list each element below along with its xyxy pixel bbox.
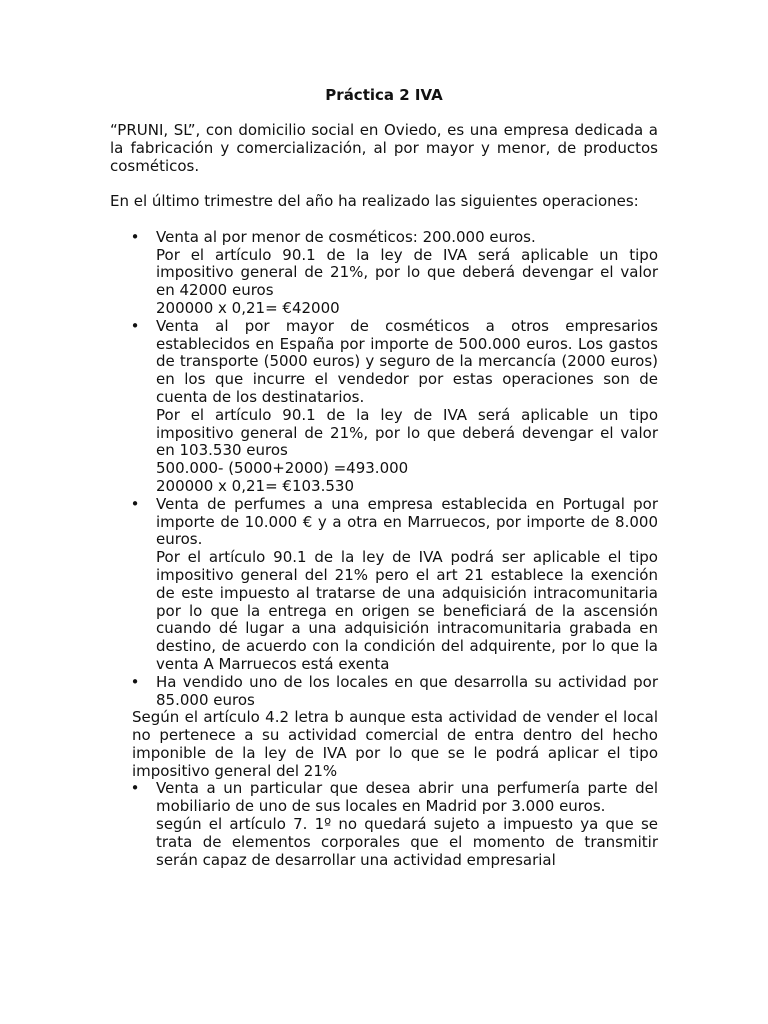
bullet-icon: • [130, 672, 140, 691]
operation-heading: Venta de perfumes a una empresa establecida en Portugal por importe de 10.000 € y a otra en Marruecos, por importe de 8.000 euros. [156, 494, 658, 549]
operation-detail: Por el artículo 90.1 de la ley de IVA será aplicable un tipo impositivo general de 21%, por lo que deberá devengar el valor en 42000 euros [156, 245, 658, 300]
spacer [110, 175, 658, 193]
operation-detail: según el artículo 7. 1º no quedará sujeto a impuesto ya que se trata de elementos corporales que el momento de transmitir serán capaz de desarrollar una actividad empresarial [156, 815, 658, 869]
operation-calculation: 500.000- (5000+2000) =493.000 [156, 459, 409, 478]
operation-item-3 [110, 496, 658, 674]
outdent-paragraph: Según el artículo 4.2 letra b aunque esta actividad de vender el local no pertenece a su actividad comercial de entra dentro del hecho imponible de la ley de IVA por lo que se le podrá aplicar el tipo impositivo general del 21% [132, 708, 658, 780]
operation-item-2 [110, 318, 658, 496]
lead-paragraph: En el último trimestre del año ha realizado las siguientes operaciones: [110, 192, 639, 211]
operation-item-4 [110, 674, 658, 710]
operation-detail: Por el artículo 90.1 de la ley de IVA podrá ser aplicable el tipo impositivo general del 21% pero el art 21 establece la exención de este impuesto al tratarse de una adquisición intracomunitaria por lo que la entrega en origen se beneficiará de la ascensión cuando dé lugar a una adquisición intracomunitaria grabada en destino, de acuerdo con la condición del adquirente, por lo que la venta A Marruecos está exenta [156, 548, 658, 673]
operation-heading: Venta al por menor de cosméticos: 200.000 euros. [156, 227, 536, 246]
bullet-icon: • [130, 494, 140, 513]
operation-detail: Por el artículo 90.1 de la ley de IVA será aplicable un tipo impositivo general de 21%, por lo que deberá devengar el valor en 103.530 euros [156, 405, 658, 460]
operation-item-1 [110, 229, 658, 318]
spacer [110, 211, 658, 229]
operation-heading: Venta al por mayor de cosméticos a otros empresarios establecidos en España por importe de 500.000 euros. Los gastos de transporte (5000 euros) y seguro de la mercancía (2000 euros) en los que incurre el vendedor por estas operaciones son de cuenta de los destinatarios. [156, 316, 658, 406]
bullet-icon: • [130, 316, 140, 335]
operation-heading: Venta a un particular que desea abrir una perfumería parte del mobiliario de uno de sus locales en Madrid por 3.000 euros. [156, 779, 658, 816]
operation-calculation: 200000 x 0,21= €103.530 [156, 476, 354, 495]
bullet-icon: • [130, 227, 140, 246]
operation-calculation: 200000 x 0,21= €42000 [156, 298, 340, 317]
bullet-icon: • [130, 779, 140, 798]
document-body [110, 122, 658, 869]
operation-item-5 [110, 780, 658, 869]
intro-paragraph: “PRUNI, SL”, con domicilio social en Oviedo, es una empresa dedicada a la fabricación y comercialización, al por mayor y menor, de productos cosméticos. [110, 121, 658, 175]
operation-heading: Ha vendido uno de los locales en que desarrolla su actividad por 85.000 euros [156, 672, 658, 709]
document-title: Práctica 2 IVA [325, 86, 443, 104]
